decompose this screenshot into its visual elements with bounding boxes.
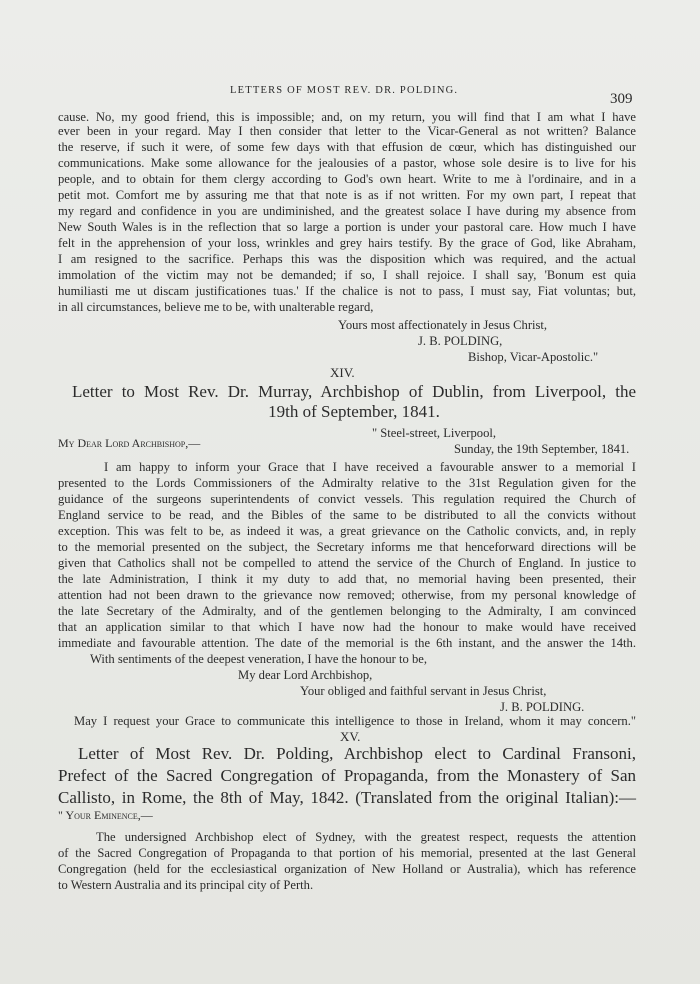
letter-salutation: " Your Eminence,—	[58, 808, 153, 822]
letter-postscript: May I request your Grace to communicate this intelligence to those in Ireland, whom it may concern."	[74, 714, 636, 728]
closing-salutation: Yours most affectionately in Jesus Christ,	[338, 318, 548, 332]
text-line: England service to be read, and the Bibles of the same to be distributed to all the convicts without	[58, 508, 636, 522]
signature-name: J. B. POLDING.	[500, 700, 585, 714]
text-line: attention had not been drawn to the grievance now removed; otherwise, from my personal knowledge of	[58, 588, 636, 602]
letter-date: Sunday, the 19th September, 1841.	[454, 442, 630, 456]
text-line: immediate and favourable attention. The date of the memorial is the 6th instant, and the answer the 14th.	[58, 636, 636, 650]
text-line: presented to the Lords Commissioners of the Admiralty relative to the 31st Regulation given for the	[58, 476, 636, 490]
text-line: people, and to obtain for them clergy according to God's own heart. Write to me à l'ordinaire, and in a	[58, 172, 636, 186]
text-line: in all circumstances, believe me to be, with unalterable regard,	[58, 300, 374, 314]
letter-title-line: Letter to Most Rev. Dr. Murray, Archbishop of Dublin, from Liverpool, the	[72, 382, 636, 401]
text-line: The undersigned Archbishop elect of Sydney, with the greatest respect, requests the attention	[96, 830, 636, 844]
letter-servant: Your obliged and faithful servant in Jesus Christ,	[300, 684, 547, 698]
text-line: ever been in your regard. May I then consider that letter to the Vicar-General as not written? Balance	[58, 124, 636, 138]
letter-number: XIV.	[330, 365, 355, 380]
text-line: I am happy to inform your Grace that I have received a favourable answer to a memorial I	[104, 460, 636, 474]
text-line: Congregation (held for the ecclesiastical organization of New Holland or Australia), which has reference	[58, 862, 636, 876]
text-line: that an application similar to that which I have now had the honour to make would have received	[58, 620, 636, 634]
letter-address: " Steel-street, Liverpool,	[372, 426, 497, 440]
text-line: of the Sacred Congregation of Propaganda to that portion of his memorial, presented at the last General	[58, 846, 636, 860]
text-line: guidance of the surgeons superintendents of convict vessels. This regulation required the Church of	[58, 492, 636, 506]
running-header: LETTERS OF MOST REV. DR. POLDING.	[230, 85, 459, 96]
text-line: to the memorial presented on the subject, the Secretary informs me that henceforward directions will be	[58, 540, 636, 554]
letter-title-line: 19th of September, 1841.	[268, 402, 440, 421]
letter-sentiments: With sentiments of the deepest veneration, I have the honour to be,	[90, 652, 427, 666]
text-line: my regard and confidence in you are undiminished, and the greatest solace I have during my absence from	[58, 204, 636, 218]
letter-title-line: Callisto, in Rome, the 8th of May, 1842. (Translated from the original Italian):—	[58, 788, 636, 807]
text-line: cause. No, my good friend, this is impossible; and, on my return, you will find that I am what I have	[58, 110, 636, 124]
letter-title-line: Letter of Most Rev. Dr. Polding, Archbishop elect to Cardinal Fransoni,	[78, 744, 636, 763]
text-line: communications. Make some allowance for the jealousies of a pastor, whose sole desire is to live for his	[58, 156, 636, 170]
signature-name: J. B. POLDING,	[418, 334, 503, 348]
letter-number: XV.	[340, 729, 361, 744]
letter-title-line: Prefect of the Sacred Congregation of Propaganda, from the Monastery of San	[58, 766, 636, 785]
text-line: the late Administration, I think it my duty to add that, no memorial having been presented, their	[58, 572, 636, 586]
signature-title: Bishop, Vicar-Apostolic."	[468, 350, 599, 364]
text-line: humiliasti me ut discam justificationes tuas.' If the chalice is not to pass, I must say, Fiat voluntas; but,	[58, 284, 636, 298]
text-line: the reserve, if such it were, of some few days with that effusion de cœur, which has distinguished our	[58, 140, 636, 154]
letter-salutation: My Dear Lord Archbishop,—	[58, 436, 201, 450]
page-number: 309	[610, 91, 633, 107]
text-line: to Western Australia and its principal city of Perth.	[58, 878, 314, 892]
letter-close-salutation: My dear Lord Archbishop,	[238, 668, 373, 682]
text-line: I am resigned to the sacrifice. Perhaps this was the disposition which was required, and the actual	[58, 252, 636, 266]
text-line: New South Wales is in the reflection that so large a portion is under your pastoral care. How much I have	[58, 220, 636, 234]
text-line: immolation of the victim may not be demanded; if so, I shall rejoice. I shall say, 'Bonum est quia	[58, 268, 636, 282]
text-line: the late Secretary of the Admiralty, and of the gentlemen belonging to the Admiralty, I am convinced	[58, 604, 636, 618]
text-line: petit mot. Comfort me by assuring me that that note is as if not written. For my own part, I repeat that	[58, 188, 636, 202]
text-line: given that Catholics shall not be compelled to attend the service of the Church of England. In justice to	[58, 556, 636, 570]
text-line: exception. This was felt to be, as indeed it was, a great grievance on the Catholic convicts, and, in reply	[58, 524, 636, 538]
text-line: felt in the apprehension of your loss, wrinkles and grey hairs testify. By the grace of God, like Abraham,	[58, 236, 636, 250]
